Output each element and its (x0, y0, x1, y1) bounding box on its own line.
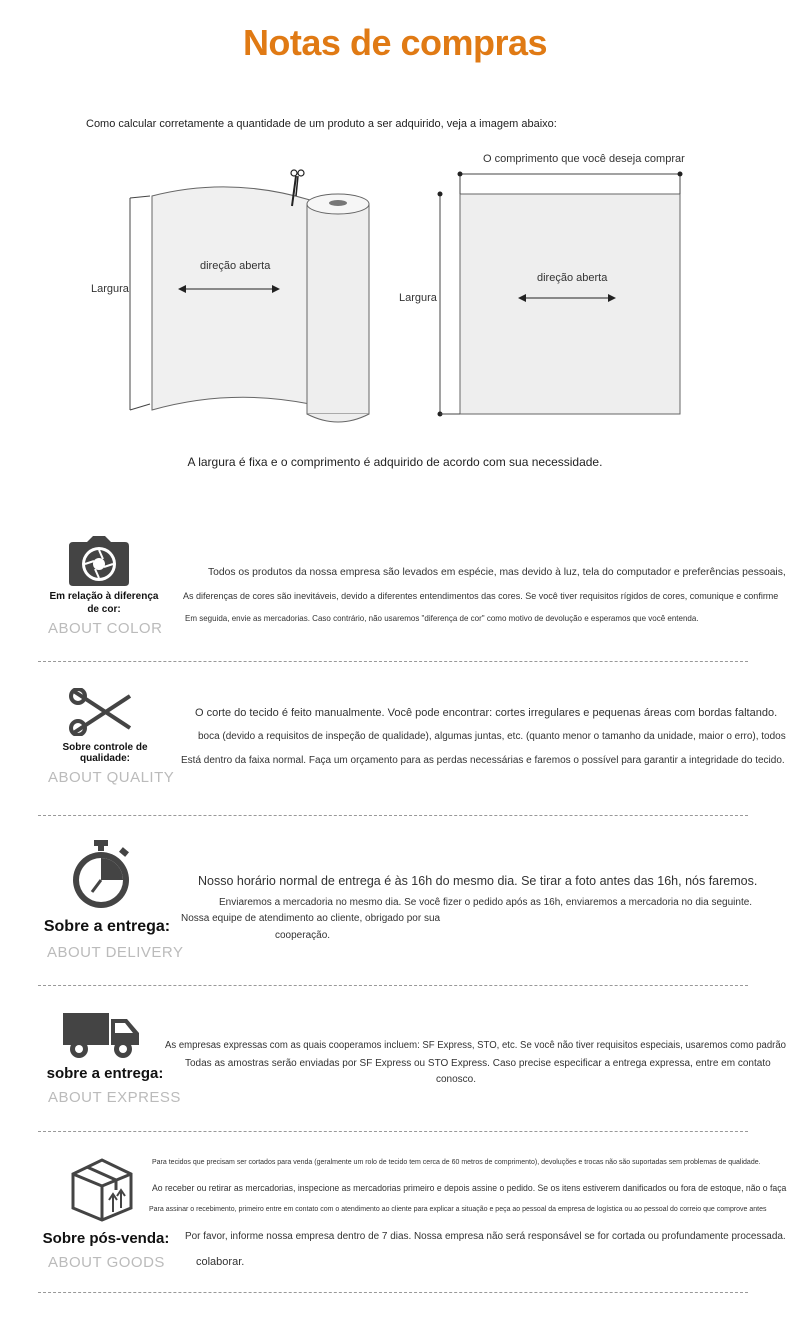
goods-line: colaborar. (196, 1256, 245, 1268)
section-about-express: ABOUT EXPRESS (48, 1089, 181, 1106)
goods-line: Ao receber ou retirar as mercadorias, inspecione as mercadorias primeiro e depois assine o pedido. Se os itens estiverem danificados ou fora de estoque, não o faça (152, 1183, 787, 1193)
quality-line: Está dentro da faixa normal. Faça um orçamento para as perdas necessárias e faremos o possível para garantir a integridade do tecido. (181, 755, 785, 766)
divider (38, 1292, 748, 1293)
left-width-label: Largura (91, 283, 129, 295)
diagram-caption: A largura é fixa e o comprimento é adquirido de acordo com sua necessidade. (187, 455, 603, 469)
flat-fabric-illustration (438, 172, 683, 417)
color-line: Todos os produtos da nossa empresa são levados em espécie, mas devido à luz, tela do computador e preferências pessoais, (208, 566, 786, 578)
express-line: Todas as amostras serão enviadas por SF Express ou STO Express. Caso precise especificar a entrega expressa, entre em contato (185, 1058, 771, 1069)
page-title: Notas de compras (242, 22, 548, 63)
section-about-quality: ABOUT QUALITY (48, 769, 175, 786)
section-title-quality: Sobre controle de qualidade: (62, 742, 148, 764)
right-width-label: Largura (399, 292, 437, 304)
section-about-color: ABOUT COLOR (48, 620, 163, 637)
package-icon (69, 1156, 135, 1222)
fabric-roll-illustration (130, 170, 369, 422)
delivery-line: Nossa equipe de atendimento ao cliente, obrigado por sua (181, 913, 441, 924)
delivery-line: Nosso horário normal de entrega é às 16h do mesmo dia. Se tirar a foto antes das 16h, nós faremos. (198, 874, 758, 888)
delivery-line: cooperação. (275, 930, 331, 941)
color-line: Em seguida, envie as mercadorias. Caso contrário, não usaremos "diferença de cor" como motivo de devolução e esperamos que você entenda. (185, 614, 699, 623)
divider (38, 1131, 748, 1132)
delivery-line: Enviaremos a mercadoria no mesmo dia. Se você fizer o pedido após as 16h, enviaremos a mercadoria no dia seguinte. (219, 897, 753, 908)
left-direction-label: direção aberta (200, 260, 271, 272)
section-title-delivery: Sobre a entrega: (43, 918, 171, 935)
color-line: As diferenças de cores são inevitáveis, devido a diferentes entendimentos das cores. Se você tiver requisitos rígidos de cores, comunique e confirme (183, 591, 779, 601)
goods-line: Para assinar o recebimento, primeiro entre em contato com o atendimento ao cliente para explicar a situação e peça ao pessoal da empresa de logística ou ao pessoal do correio que comprove antes (149, 1206, 767, 1213)
scissors-icon (68, 688, 132, 736)
intro-text: Como calcular corretamente a quantidade de um produto a ser adquirido, veja a imagem abaixo: (86, 118, 557, 130)
goods-line: Para tecidos que precisam ser cortados para venda (geralmente um rolo de tecido tem cerca de 60 metros de comprimento), devoluções e trocas não são suportadas sem problemas de qualidade. (152, 1159, 761, 1166)
section-about-delivery: ABOUT DELIVERY (47, 944, 184, 961)
express-line: As empresas expressas com as quais cooperamos incluem: SF Express, STO, etc. Se você não tiver requisitos especiais, usaremos como padrão (165, 1040, 786, 1051)
section-about-goods: ABOUT GOODS (48, 1254, 165, 1271)
camera-icon (69, 536, 129, 586)
divider (38, 985, 748, 986)
quality-line: O corte do tecido é feito manualmente. Você pode encontrar: cortes irregulares e pequenas áreas com bordas faltando. (195, 707, 778, 719)
quality-line: boca (devido a requisitos de inspeção de qualidade), algumas juntas, etc. (quanto menor o tamanho da unidade, maior o erro), todos (198, 731, 786, 742)
divider (38, 661, 748, 662)
right-length-label: O comprimento que você deseja comprar (483, 153, 685, 165)
stopwatch-icon (70, 840, 132, 910)
section-title-color: Em relação à diferença de cor: (49, 591, 159, 615)
right-direction-label: direção aberta (537, 272, 608, 284)
truck-icon (63, 1013, 141, 1059)
express-line: conosco. (436, 1074, 477, 1085)
section-title-goods: Sobre pós-venda: (42, 1230, 170, 1247)
divider (38, 815, 748, 816)
goods-line: Por favor, informe nossa empresa dentro de 7 dias. Nossa empresa não será responsável se for cortada ou profundamente processada. (185, 1231, 786, 1242)
section-title-express: sobre a entrega: (46, 1065, 164, 1082)
